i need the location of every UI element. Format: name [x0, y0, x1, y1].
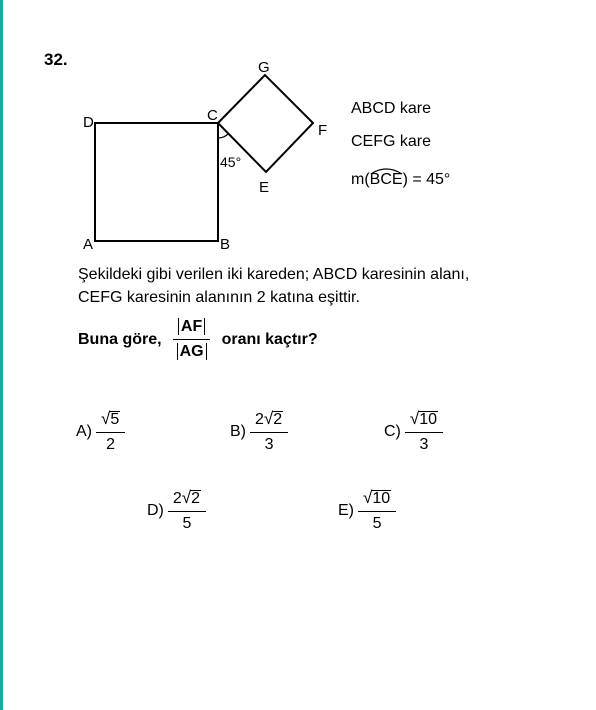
- option-b-label: B): [230, 423, 246, 440]
- label-d: D: [83, 114, 94, 131]
- ratio-numerator: AF: [178, 318, 205, 335]
- given-abcd-square: ABCD kare: [351, 100, 432, 117]
- ask-prefix: Buna göre,: [78, 330, 162, 348]
- geometry-figure: [0, 0, 596, 260]
- angle-suffix: ) = 45°: [402, 171, 451, 188]
- option-c[interactable]: [384, 410, 443, 454]
- sqrt-symbol: √ 5: [101, 409, 120, 428]
- option-d-label: D): [147, 502, 164, 519]
- option-a-label: A): [76, 423, 92, 440]
- question-number: 32.: [44, 50, 68, 69]
- label-a: A: [83, 236, 94, 253]
- angle-arc-notation: [370, 166, 403, 189]
- label-g: G: [258, 59, 270, 76]
- option-a[interactable]: [76, 410, 125, 454]
- option-e-label: E): [338, 502, 354, 519]
- arc-mark: [370, 166, 403, 175]
- option-d-value: 2 √ 2 5: [168, 489, 206, 533]
- option-d[interactable]: [147, 489, 206, 533]
- ratio-fraction: [172, 318, 212, 361]
- angle-label: 45°: [220, 154, 242, 170]
- option-b[interactable]: [230, 410, 288, 454]
- label-b: B: [220, 236, 231, 253]
- option-c-value: √ 10 3: [405, 410, 443, 454]
- option-b-value: 2 √ 2 3: [250, 410, 288, 454]
- option-e[interactable]: [338, 489, 396, 533]
- question-stem-line-1: Şekildeki gibi verilen iki kareden; ABCD karesinin alanı,: [78, 266, 470, 283]
- sqrt-symbol: √ 2: [181, 488, 201, 507]
- label-c: C: [207, 107, 218, 124]
- question-stem-line-2: CEFG karesinin alanının 2 katına eşittir.: [78, 289, 360, 306]
- option-e-value: √ 10 5: [358, 489, 396, 533]
- angle-prefix: m(: [351, 171, 370, 188]
- option-a-value: √ 5 2: [96, 410, 125, 454]
- question-prompt: [78, 318, 318, 361]
- sqrt-symbol: √ 10: [363, 488, 391, 507]
- option-c-label: C): [384, 423, 401, 440]
- label-f: F: [318, 122, 328, 139]
- square-abcd: [95, 123, 218, 241]
- sqrt-symbol: √ 10: [409, 409, 438, 428]
- angle-arc-bce: [218, 134, 229, 138]
- given-cefg-square: CEFG kare: [351, 133, 432, 150]
- ask-suffix: oranı kaçtır?: [221, 330, 318, 348]
- sqrt-symbol: √ 2: [263, 409, 283, 428]
- label-e: E: [259, 179, 270, 196]
- angle-arc-text: BCE: [369, 171, 403, 188]
- ratio-denominator: AG: [177, 343, 207, 360]
- given-angle: [351, 166, 450, 189]
